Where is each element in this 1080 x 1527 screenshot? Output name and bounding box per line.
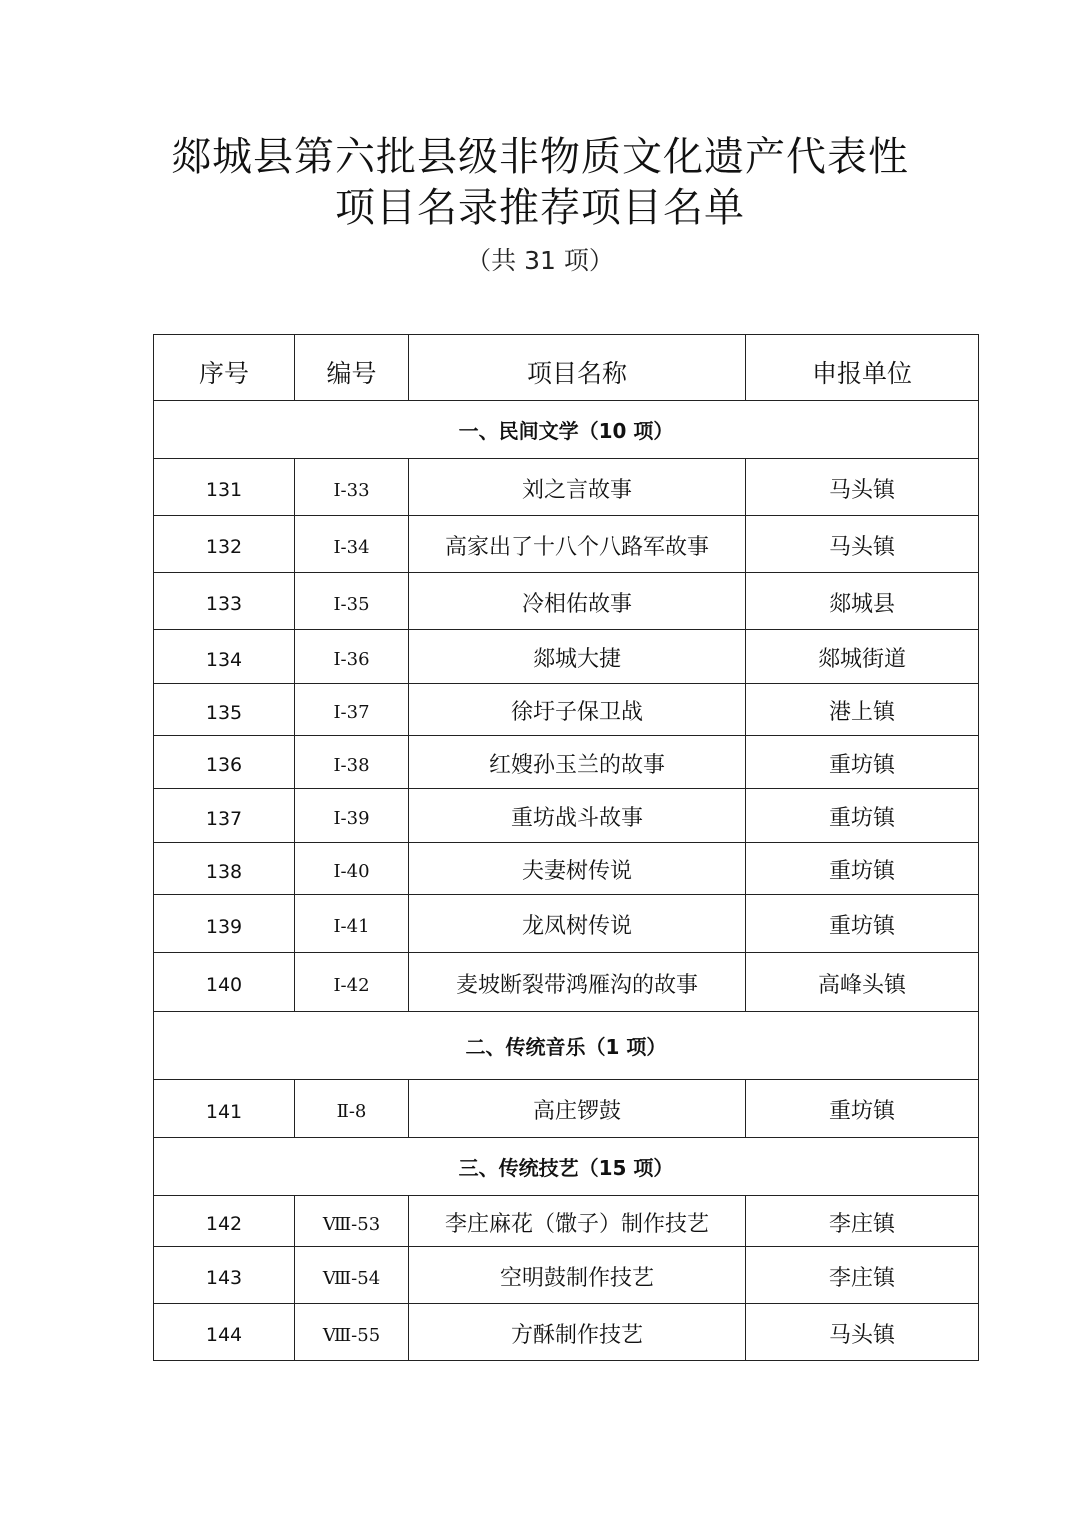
header-code: 编号 [295, 335, 409, 401]
cell-name: 郯城大捷 [409, 630, 746, 684]
document-title-line1: 郯城县第六批县级非物质文化遗产代表性 [171, 134, 909, 180]
table-row [154, 459, 979, 516]
cell-code: Ⅱ-8 [295, 1080, 409, 1138]
cell-name: 重坊战斗故事 [409, 789, 746, 843]
cell-code: Ⅰ-41 [295, 895, 409, 953]
cell-code: Ⅰ-38 [295, 736, 409, 789]
table-row [154, 789, 979, 843]
cell-code: Ⅰ-34 [295, 516, 409, 573]
cell-code: Ⅷ-54 [295, 1247, 409, 1304]
cell-seq: 133 [154, 573, 295, 630]
section-row [154, 1012, 979, 1080]
cell-name: 高家出了十八个八路军故事 [409, 516, 746, 573]
section-title: 二、传统音乐（1 项） [154, 1012, 979, 1080]
cell-unit: 重坊镇 [746, 895, 979, 953]
table-row [154, 573, 979, 630]
header-name: 项目名称 [409, 335, 746, 401]
cell-unit: 郯城县 [746, 573, 979, 630]
cell-seq: 136 [154, 736, 295, 789]
document-title-line2: 项目名录推荐项目名单 [335, 185, 745, 231]
header-seq: 序号 [154, 335, 295, 401]
cell-seq: 141 [154, 1080, 295, 1138]
table-row [154, 895, 979, 953]
cell-seq: 137 [154, 789, 295, 843]
cell-name: 空明鼓制作技艺 [409, 1247, 746, 1304]
cell-code: Ⅰ-39 [295, 789, 409, 843]
cell-name: 高庄锣鼓 [409, 1080, 746, 1138]
cell-name: 红嫂孙玉兰的故事 [409, 736, 746, 789]
cell-unit: 李庄镇 [746, 1247, 979, 1304]
cell-unit: 马头镇 [746, 516, 979, 573]
table-row [154, 1247, 979, 1304]
cell-code: Ⅰ-42 [295, 953, 409, 1012]
cell-name: 夫妻树传说 [409, 843, 746, 895]
cell-seq: 139 [154, 895, 295, 953]
cell-unit: 高峰头镇 [746, 953, 979, 1012]
section-row [154, 1138, 979, 1196]
table-row [154, 1080, 979, 1138]
cell-name: 龙凤树传说 [409, 895, 746, 953]
cell-unit: 马头镇 [746, 1304, 979, 1361]
cell-seq: 135 [154, 684, 295, 736]
cell-code: Ⅰ-33 [295, 459, 409, 516]
cell-code: Ⅰ-37 [295, 684, 409, 736]
cell-unit: 重坊镇 [746, 789, 979, 843]
cell-code: Ⅷ-53 [295, 1196, 409, 1247]
cell-unit: 马头镇 [746, 459, 979, 516]
cell-name: 冷相佑故事 [409, 573, 746, 630]
cell-seq: 143 [154, 1247, 295, 1304]
cell-name: 刘之言故事 [409, 459, 746, 516]
cell-seq: 140 [154, 953, 295, 1012]
project-list-table [153, 334, 979, 1361]
subtitle-count: 31 [524, 246, 556, 275]
cell-unit: 李庄镇 [746, 1196, 979, 1247]
cell-seq: 134 [154, 630, 295, 684]
cell-unit: 港上镇 [746, 684, 979, 736]
cell-unit: 重坊镇 [746, 736, 979, 789]
cell-unit: 重坊镇 [746, 843, 979, 895]
cell-code: Ⅷ-55 [295, 1304, 409, 1361]
table-row [154, 1304, 979, 1361]
document-subtitle [0, 245, 1080, 277]
section-row [154, 401, 979, 459]
table-row [154, 630, 979, 684]
cell-name: 李庄麻花（馓子）制作技艺 [409, 1196, 746, 1247]
cell-seq: 132 [154, 516, 295, 573]
cell-name: 徐圩子保卫战 [409, 684, 746, 736]
table-row [154, 684, 979, 736]
cell-code: Ⅰ-35 [295, 573, 409, 630]
table-row [154, 516, 979, 573]
table-row [154, 736, 979, 789]
subtitle-close: 项） [555, 246, 614, 275]
section-title: 一、民间文学（10 项） [154, 401, 979, 459]
cell-code: Ⅰ-36 [295, 630, 409, 684]
cell-seq: 131 [154, 459, 295, 516]
section-title: 三、传统技艺（15 项） [154, 1138, 979, 1196]
header-unit: 申报单位 [746, 335, 979, 401]
subtitle-open: （共 [466, 246, 525, 275]
cell-name: 方酥制作技艺 [409, 1304, 746, 1361]
table-row [154, 953, 979, 1012]
table-header-row [154, 335, 979, 401]
cell-unit: 重坊镇 [746, 1080, 979, 1138]
cell-seq: 144 [154, 1304, 295, 1361]
table-row [154, 1196, 979, 1247]
cell-code: Ⅰ-40 [295, 843, 409, 895]
table-row [154, 843, 979, 895]
cell-unit: 郯城街道 [746, 630, 979, 684]
cell-seq: 138 [154, 843, 295, 895]
cell-seq: 142 [154, 1196, 295, 1247]
cell-name: 麦坡断裂带鸿雁沟的故事 [409, 953, 746, 1012]
